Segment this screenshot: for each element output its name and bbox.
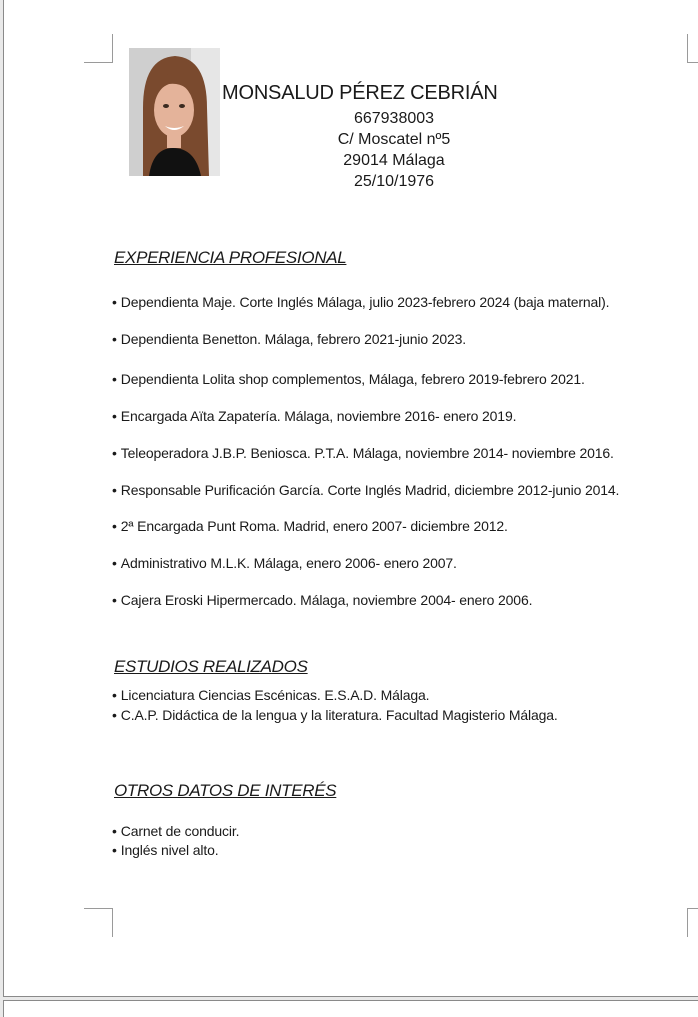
document-page: [3, 0, 698, 997]
experience-item: [112, 408, 516, 424]
experience-item-text: Dependienta Benetton. Málaga, febrero 2021-junio 2023.: [120, 331, 467, 347]
experience-item-text: Dependienta Maje. Corte Inglés Málaga, julio 2023-febrero 2024 (baja maternal).: [120, 294, 610, 310]
margin-corner-bottom-left: [84, 908, 113, 937]
address-street: C/ Moscatel nº5: [337, 131, 451, 148]
education-heading: ESTUDIOS REALIZADOS: [114, 657, 308, 676]
other-info-item: [112, 842, 218, 858]
bullet-icon: •: [112, 482, 117, 498]
experience-item: [112, 518, 508, 534]
bullet-icon: •: [112, 371, 117, 387]
education-item-text: Licenciatura Ciencias Escénicas. E.S.A.D. Málaga.: [120, 687, 430, 703]
portrait-photo: [129, 48, 220, 176]
experience-item-text: Cajera Eroski Hipermercado. Málaga, noviembre 2004- enero 2006.: [120, 592, 533, 608]
candidate-name: MONSALUD PÉREZ CEBRIÁN: [222, 82, 498, 104]
bullet-icon: •: [112, 592, 117, 608]
contact-block: [294, 108, 494, 192]
next-page-edge: [3, 1000, 698, 1017]
margin-corner-bottom-right: [687, 908, 698, 937]
other-info-heading: OTROS DATOS DE INTERÉS: [114, 781, 337, 800]
education-item-text: C.A.P. Didáctica de la lengua y la literatura. Facultad Magisterio Málaga.: [120, 707, 558, 723]
bullet-icon: •: [112, 823, 117, 839]
bullet-icon: •: [112, 408, 117, 424]
experience-item: [112, 371, 585, 387]
experience-item-text: Dependienta Lolita shop complementos, Málaga, febrero 2019-febrero 2021.: [120, 371, 585, 387]
portrait-icon: [129, 48, 220, 176]
bullet-icon: •: [112, 842, 117, 858]
experience-item-text: 2ª Encargada Punt Roma. Madrid, enero 2007- diciembre 2012.: [120, 518, 508, 534]
margin-corner-top-right: [687, 34, 698, 63]
experience-item-text: Responsable Purificación García. Corte Inglés Madrid, diciembre 2012-junio 2014.: [120, 482, 620, 498]
bullet-icon: •: [112, 687, 117, 703]
experience-item: [112, 294, 609, 310]
experience-item: [112, 555, 457, 571]
experience-item: [112, 482, 619, 498]
experience-item: [112, 331, 466, 347]
experience-heading: EXPERIENCIA PROFESIONAL: [114, 248, 347, 267]
bullet-icon: •: [112, 518, 117, 534]
bullet-icon: •: [112, 294, 117, 310]
phone-number: 667938003: [353, 110, 435, 127]
bullet-icon: •: [112, 707, 117, 723]
experience-item: [112, 592, 532, 608]
other-info-item: [112, 823, 239, 839]
margin-corner-top-left: [84, 34, 113, 63]
education-item: [112, 707, 558, 723]
experience-item-text: Encargada Aïta Zapatería. Málaga, noviembre 2016- enero 2019.: [120, 408, 517, 424]
address-city: 29014 Málaga: [343, 152, 445, 169]
bullet-icon: •: [112, 445, 117, 461]
other-info-item-text: Inglés nivel alto.: [120, 842, 219, 858]
bullet-icon: •: [112, 331, 117, 347]
experience-item-text: Teleoperadora J.B.P. Beniosca. P.T.A. Málaga, noviembre 2014- noviembre 2016.: [120, 445, 614, 461]
birth-date: 25/10/1976: [353, 173, 435, 190]
education-item: [112, 687, 429, 703]
other-info-item-text: Carnet de conducir.: [120, 823, 240, 839]
experience-item: [112, 445, 614, 461]
experience-item-text: Administrativo M.L.K. Málaga, enero 2006- enero 2007.: [120, 555, 457, 571]
bullet-icon: •: [112, 555, 117, 571]
